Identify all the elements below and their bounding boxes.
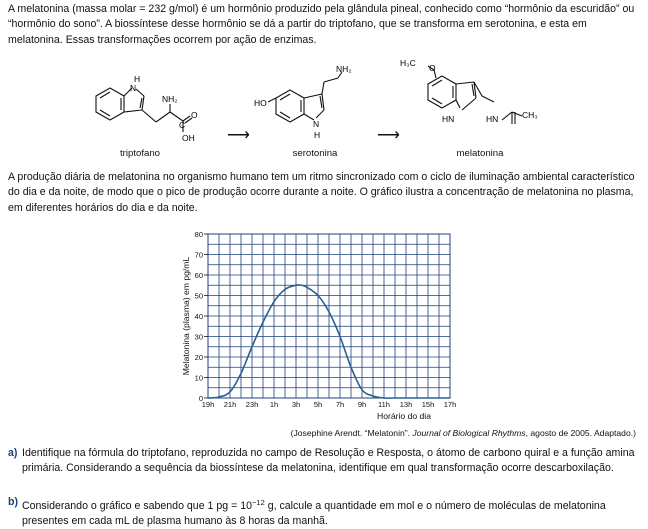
x-tick-label: 1h bbox=[269, 400, 279, 409]
paragraph-2: A produção diária de melatonina no organismo humano tem um ritmo sincronizado com o ciclo de iluminação ambiental característico do dia e da noite, de modo que o pico de produção ocorre durante a noite. O gráfico ilustra a concentração de melatonina no plasma, em diferentes horários do dia e da noite. bbox=[8, 171, 635, 214]
credit-journal: Journal of Biological Rhythms bbox=[412, 428, 526, 438]
ser-atom-ho: HO bbox=[254, 98, 267, 108]
question-b-label: b) bbox=[8, 496, 18, 508]
label-melatonin: melatonina bbox=[456, 148, 504, 159]
tryptophan-structure bbox=[86, 74, 216, 152]
question-a-label: a) bbox=[8, 447, 18, 459]
ser-atom-h: H bbox=[314, 130, 321, 140]
melatonin-structure bbox=[398, 56, 548, 146]
y-tick-label: 10 bbox=[194, 373, 203, 383]
y-tick-label: 0 bbox=[198, 394, 203, 403]
credit-post: , agosto de 2005. Adaptado.) bbox=[525, 428, 636, 438]
mel-atom-h3c: H₃C bbox=[400, 58, 416, 68]
trp-atom-n: N bbox=[130, 83, 137, 93]
question-b-text-before: Considerando o gráfico e sabendo que 1 pg = 10 bbox=[22, 500, 253, 512]
trp-atom-oh: OH bbox=[182, 133, 195, 143]
x-tick-label: 9h bbox=[357, 400, 367, 409]
x-tick-label: 11h bbox=[378, 400, 390, 409]
label-tryptophan: triptofano bbox=[119, 148, 160, 159]
x-tick-label: 5h bbox=[313, 400, 323, 409]
x-tick-label: 15h bbox=[421, 400, 435, 409]
x-tick-label: 13h bbox=[399, 400, 413, 409]
y-tick-label: 50 bbox=[194, 291, 203, 301]
y-tick-label: 80 bbox=[194, 230, 203, 239]
mel-atom-ch3: CH₃ bbox=[522, 110, 538, 120]
mel-atom-hn-ring: HN bbox=[442, 114, 455, 124]
x-tick-label: 19h bbox=[201, 400, 215, 409]
trp-atom-nh2: NH₂ bbox=[162, 94, 178, 104]
x-axis-title: Horário do dia bbox=[377, 411, 431, 421]
x-tick-label: 7h bbox=[335, 400, 345, 409]
question-b-exponent: −12 bbox=[252, 498, 265, 507]
trp-atom-h: H bbox=[134, 74, 141, 84]
melatonin-chart bbox=[176, 224, 466, 424]
y-tick-label: 60 bbox=[194, 271, 203, 280]
mel-atom-o: O bbox=[429, 63, 436, 73]
source-credit bbox=[291, 428, 636, 438]
credit-pre: (Josephine Arendt. “Melatonin”. bbox=[290, 428, 413, 438]
trp-atom-c: C bbox=[179, 120, 186, 130]
y-axis-title: Melatonina (plasma) em pg/mL bbox=[181, 256, 191, 376]
trp-atom-o: O bbox=[191, 110, 198, 120]
x-tick-label: 21h bbox=[223, 400, 237, 409]
question-b-text-after: g, calcule a quantidade em mol e o número de moléculas de melatonina presentes em cada mL de plasma humano às 8 horas da manhã. bbox=[22, 500, 606, 528]
ser-atom-nh2: NH₂ bbox=[336, 64, 352, 74]
x-tick-label: 3h bbox=[291, 400, 301, 409]
y-tick-label: 70 bbox=[194, 250, 203, 260]
y-tick-label: 20 bbox=[194, 353, 203, 362]
ser-atom-n: N bbox=[313, 119, 320, 129]
mel-atom-hn-amide: HN bbox=[486, 114, 499, 124]
question-a bbox=[8, 446, 638, 476]
y-tick-label: 40 bbox=[194, 312, 203, 321]
x-tick-label: 17h bbox=[443, 400, 457, 409]
arrow-ser-to-mel: ⟶ bbox=[377, 127, 400, 144]
intro-paragraph: A melatonina (massa molar = 232 g/mol) é um hormônio produzido pela glândula pineal, conhecido como “hormônio da escuridão” ou “hormônio do sono”. A biossíntese desse hormônio se dá a partir do triptofano, que se transforma em serotonina, e esta em melatonina. Essas transformações ocorrem por ação de enzimas. bbox=[8, 3, 635, 46]
arrow-trp-to-ser: ⟶ bbox=[227, 127, 250, 144]
x-tick-label: 23h bbox=[245, 400, 259, 409]
question-a-text: Identifique na fórmula do triptofano, reproduzida no campo de Resolução e Resposta, o átomo de carbono quiral e a função amina primária. Considerando a sequência da biossíntese da melatonina, identifique em qual transformação ocorre descarboxilação. bbox=[22, 447, 635, 475]
serotonin-structure bbox=[250, 64, 370, 148]
label-serotonin: serotonina bbox=[292, 148, 338, 159]
y-tick-label: 30 bbox=[194, 332, 203, 342]
